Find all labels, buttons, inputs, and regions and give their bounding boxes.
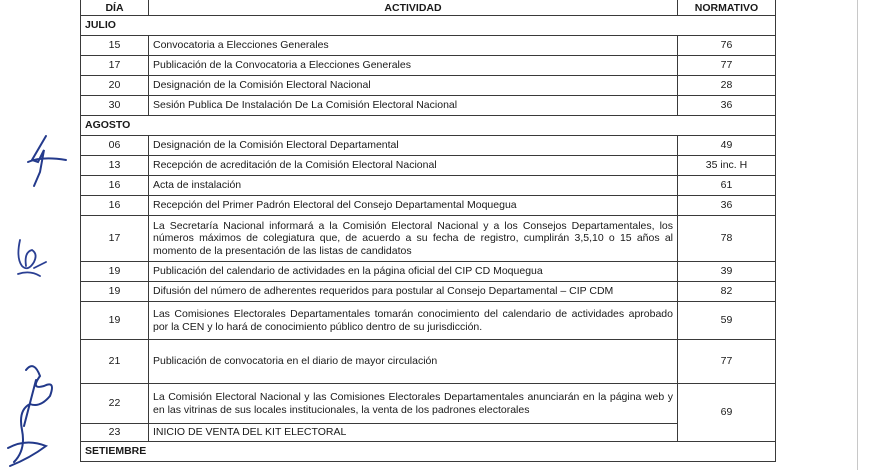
table-row — [81, 76, 776, 96]
day-cell: 22 — [81, 384, 149, 424]
normativo-cell: 35 inc. H — [678, 156, 776, 176]
table-row — [81, 262, 776, 282]
table-row — [81, 96, 776, 116]
day-cell: 20 — [81, 76, 149, 96]
normativo-cell: 69 — [678, 384, 776, 442]
table-row — [81, 36, 776, 56]
day-cell: 06 — [81, 136, 149, 156]
day-cell: 13 — [81, 156, 149, 176]
table-row — [81, 424, 776, 442]
activity-cell: Publicación del calendario de actividades en la página oficial del CIP CD Moquegua — [149, 262, 678, 282]
table-row — [81, 340, 776, 384]
normativo-cell: 82 — [678, 282, 776, 302]
activity-cell: Las Comisiones Electorales Departamentales tomarán conocimiento del calendario de actividades aprobado por la CEN y lo hará de conocimiento público dentro de su jurisdicción. — [149, 302, 678, 340]
day-cell: 17 — [81, 56, 149, 76]
activity-cell: Acta de instalación — [149, 176, 678, 196]
month-label: JULIO — [81, 16, 776, 36]
day-cell: 19 — [81, 262, 149, 282]
day-cell: 30 — [81, 96, 149, 116]
table-row — [81, 282, 776, 302]
normativo-cell: 49 — [678, 136, 776, 156]
table-row — [81, 176, 776, 196]
day-cell: 16 — [81, 196, 149, 216]
day-cell: 17 — [81, 216, 149, 262]
table-header-row — [81, 0, 776, 16]
activity-cell: Difusión del número de adherentes requeridos para postular al Consejo Departamental – CIP CDM — [149, 282, 678, 302]
day-cell: 19 — [81, 302, 149, 340]
day-cell: 15 — [81, 36, 149, 56]
activity-cell: Publicación de la Convocatoria a Elecciones Generales — [149, 56, 678, 76]
activity-cell: INICIO DE VENTA DEL KIT ELECTORAL — [149, 424, 678, 442]
table-row — [81, 136, 776, 156]
normativo-cell: 28 — [678, 76, 776, 96]
activity-cell: La Comisión Electoral Nacional y las Comisiones Electorales Departamentales anunciarán en la página web y en las vitrinas de sus locales institucionales, la venta de los padrones electorales — [149, 384, 678, 424]
activity-cell: Convocatoria a Elecciones Generales — [149, 36, 678, 56]
month-label: AGOSTO — [81, 116, 776, 136]
table-row — [81, 302, 776, 340]
day-cell: 23 — [81, 424, 149, 442]
normativo-cell: 36 — [678, 96, 776, 116]
normativo-cell: 61 — [678, 176, 776, 196]
table-row — [81, 216, 776, 262]
normativo-cell: 36 — [678, 196, 776, 216]
handwritten-initials — [6, 232, 52, 282]
normativo-cell: 77 — [678, 56, 776, 76]
day-cell: 16 — [81, 176, 149, 196]
normativo-cell: 76 — [678, 36, 776, 56]
header-normativo: NORMATIVO — [678, 0, 776, 16]
activity-cell: Designación de la Comisión Electoral Nacional — [149, 76, 678, 96]
activity-cell: Publicación de convocatoria en el diario de mayor circulación — [149, 340, 678, 384]
activity-cell: Sesión Publica De Instalación De La Comisión Electoral Nacional — [149, 96, 678, 116]
table-row — [81, 156, 776, 176]
normativo-cell: 59 — [678, 302, 776, 340]
month-label: SETIEMBRE — [81, 442, 776, 462]
normativo-cell: 39 — [678, 262, 776, 282]
day-cell: 21 — [81, 340, 149, 384]
month-row-julio — [81, 16, 776, 36]
month-row-agosto — [81, 116, 776, 136]
activity-cell: Recepción del Primer Padrón Electoral del Consejo Departamental Moquegua — [149, 196, 678, 216]
page-edge-line — [857, 0, 858, 470]
activity-cell: Recepción de acreditación de la Comisión Electoral Nacional — [149, 156, 678, 176]
table-row — [81, 56, 776, 76]
activity-cell: Designación de la Comisión Electoral Departamental — [149, 136, 678, 156]
handwritten-signature-2 — [0, 350, 64, 470]
election-schedule-table — [80, 0, 776, 462]
day-cell: 19 — [81, 282, 149, 302]
month-row-setiembre — [81, 442, 776, 462]
table-row — [81, 196, 776, 216]
normativo-cell: 77 — [678, 340, 776, 384]
normativo-cell: 78 — [678, 216, 776, 262]
header-actividad: ACTIVIDAD — [149, 0, 678, 16]
activity-cell: La Secretaría Nacional informará a la Comisión Electoral Nacional y a los Consejos Departamentales, los números máximos de colegiatura que, de acuerdo a su fecha de registro, cumplirán 3,5,10 o 15 años al momento de la presentación de las listas de candidatos — [149, 216, 678, 262]
handwritten-signature-1 — [22, 132, 72, 190]
header-dia: DÍA — [81, 0, 149, 16]
table-row — [81, 384, 776, 424]
